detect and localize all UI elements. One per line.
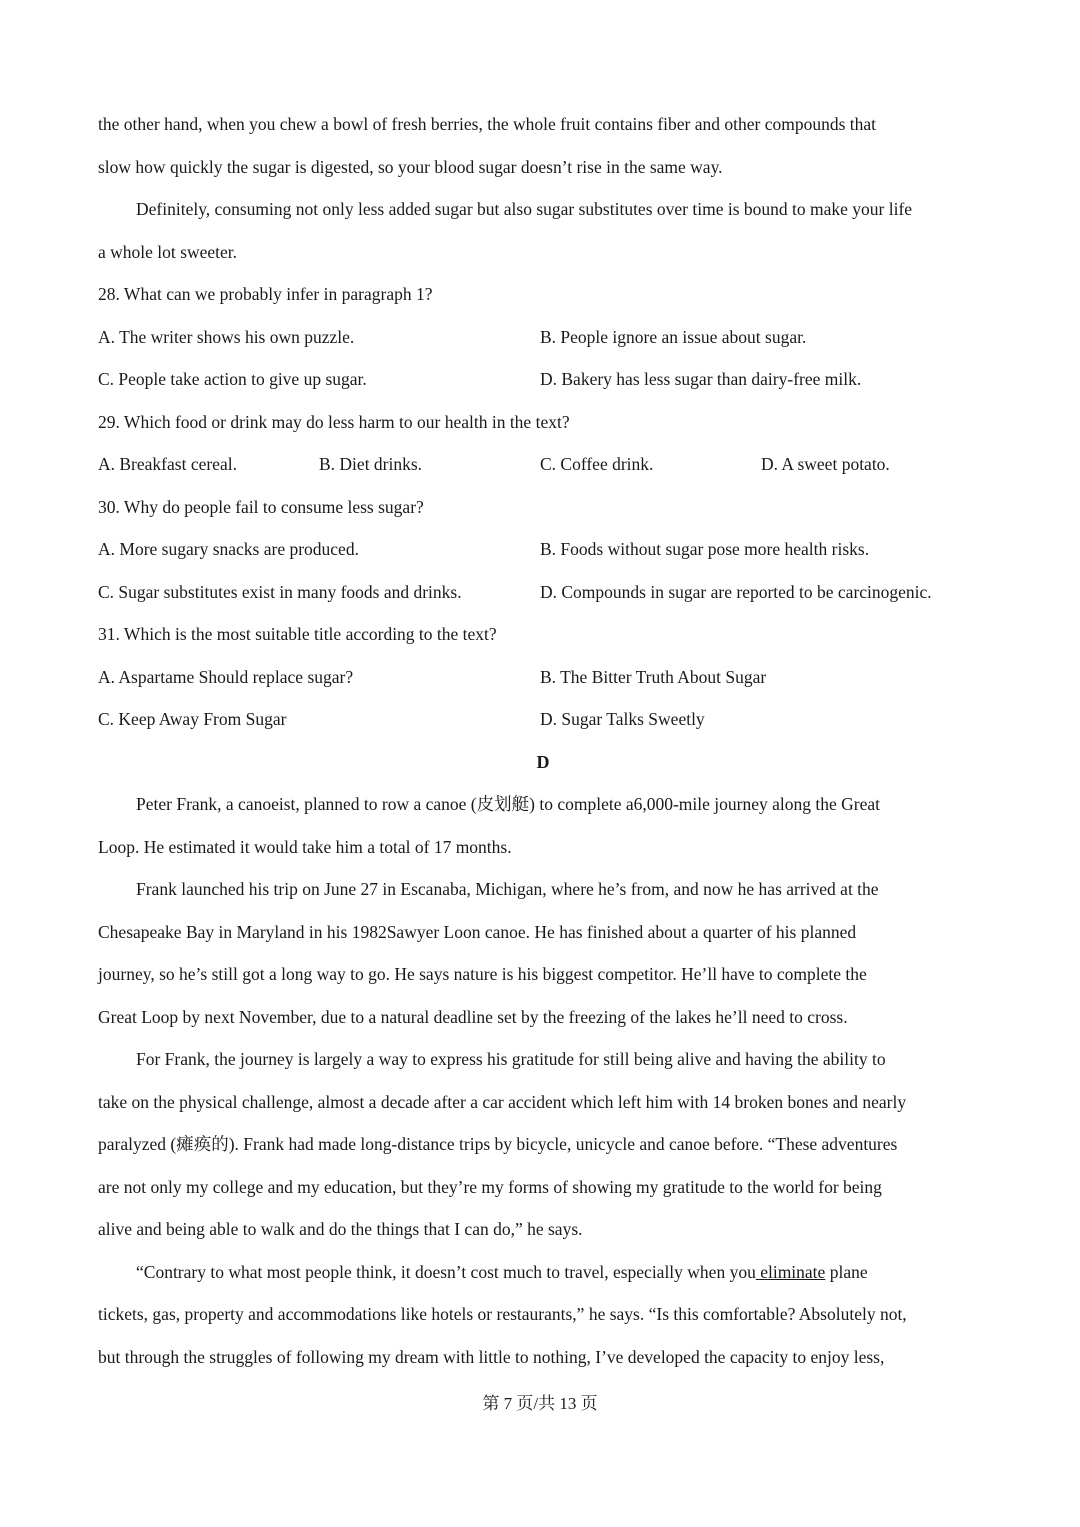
- q28-option-b: B. People ignore an issue about sugar.: [540, 326, 807, 347]
- passage-line: paralyzed (瘫痪的). Frank had made long-distance trips by bicycle, unicycle and canoe before. “These adventures: [98, 1134, 898, 1154]
- question-28-stem: 28. What can we probably infer in paragraph 1?: [98, 284, 433, 304]
- q30-option-b: B. Foods without sugar pose more health risks.: [540, 539, 870, 559]
- q31-option-c: C. Keep Away From Sugar: [98, 709, 287, 729]
- question-28-options-row: [98, 316, 988, 359]
- q28-option-d: D. Bakery has less sugar than dairy-free milk.: [540, 369, 862, 389]
- passage-text: plane: [825, 1261, 868, 1282]
- q30-option-a: A. More sugary snacks are produced.: [98, 539, 359, 559]
- question-29-stem: 29. Which food or drink may do less harm to our health in the text?: [98, 411, 570, 432]
- passage-line: Peter Frank, a canoeist, planned to row a canoe (皮划艇) to complete a6,000-mile journey along the Great: [136, 794, 880, 814]
- passage-line: alive and being able to walk and do the things that I can do,” he says.: [98, 1219, 583, 1239]
- passage-line: journey, so he’s still got a long way to go. He says nature is his biggest competitor. He’ll have to complete the: [98, 964, 867, 984]
- passage-line: take on the physical challenge, almost a decade after a car accident which left him with 14 broken bones and nearly: [98, 1091, 907, 1112]
- section-d-heading: D: [536, 751, 550, 772]
- question-30-options-row: [98, 571, 988, 614]
- passage-line: tickets, gas, property and accommodations like hotels or restaurants,” he says. “Is this comfortable? Absolutely not,: [98, 1304, 907, 1324]
- question-30-stem: 30. Why do people fail to consume less sugar?: [98, 496, 424, 517]
- page-footer: 第 7 页/共 13 页: [482, 1394, 598, 1413]
- q28-option-c: C. People take action to give up sugar.: [98, 369, 367, 389]
- exam-page-content: [98, 103, 988, 1378]
- q31-option-b: B. The Bitter Truth About Sugar: [540, 666, 767, 687]
- q29-option-a: A. Breakfast cereal.: [98, 454, 237, 474]
- q29-option-c: C. Coffee drink.: [540, 454, 654, 474]
- passage-line: Loop. He estimated it would take him a total of 17 months.: [98, 836, 512, 857]
- underlined-word: eliminate: [755, 1261, 826, 1282]
- passage-line: Definitely, consuming not only less added sugar but also sugar substitutes over time is bound to make your life: [136, 199, 913, 219]
- q29-option-d: D. A sweet potato.: [761, 454, 890, 474]
- question-29-options-row: [98, 443, 988, 486]
- passage-text: “Contrary to what most people think, it doesn’t cost much to travel, especially when you: [136, 1261, 756, 1282]
- q29-option-b: B. Diet drinks.: [319, 454, 423, 474]
- passage-line: Frank launched his trip on June 27 in Escanaba, Michigan, where he’s from, and now he has arrived at the: [136, 879, 879, 899]
- q28-option-a: A. The writer shows his own puzzle.: [98, 326, 355, 347]
- passage-line: slow how quickly the sugar is digested, so your blood sugar doesn’t rise in the same way.: [98, 156, 723, 177]
- question-31-options-row: [98, 656, 988, 699]
- passage-line: but through the struggles of following my dream with little to nothing, I’ve developed the capacity to enjoy less,: [98, 1346, 885, 1367]
- passage-line: the other hand, when you chew a bowl of fresh berries, the whole fruit contains fiber and other compounds that: [98, 114, 877, 134]
- q30-option-c: C. Sugar substitutes exist in many foods and drinks.: [98, 581, 462, 602]
- q30-option-d: D. Compounds in sugar are reported to be carcinogenic.: [540, 581, 932, 602]
- passage-line: [98, 1251, 988, 1294]
- question-31-options-row: [98, 698, 988, 741]
- passage-line: Chesapeake Bay in Maryland in his 1982Sawyer Loon canoe. He has finished about a quarter of his planned: [98, 921, 857, 942]
- question-31-stem: 31. Which is the most suitable title according to the text?: [98, 624, 497, 644]
- passage-line: For Frank, the journey is largely a way to express his gratitude for still being alive and having the ability to: [136, 1049, 886, 1069]
- q31-option-a: A. Aspartame Should replace sugar?: [98, 666, 354, 687]
- passage-line: Great Loop by next November, due to a natural deadline set by the freezing of the lakes he’ll need to cross.: [98, 1006, 848, 1027]
- passage-line: a whole lot sweeter.: [98, 241, 237, 262]
- question-30-options-row: [98, 528, 988, 571]
- passage-line: are not only my college and my education, but they’re my forms of showing my gratitude to the world for being: [98, 1176, 882, 1197]
- q31-option-d: D. Sugar Talks Sweetly: [540, 709, 705, 729]
- question-28-options-row: [98, 358, 988, 401]
